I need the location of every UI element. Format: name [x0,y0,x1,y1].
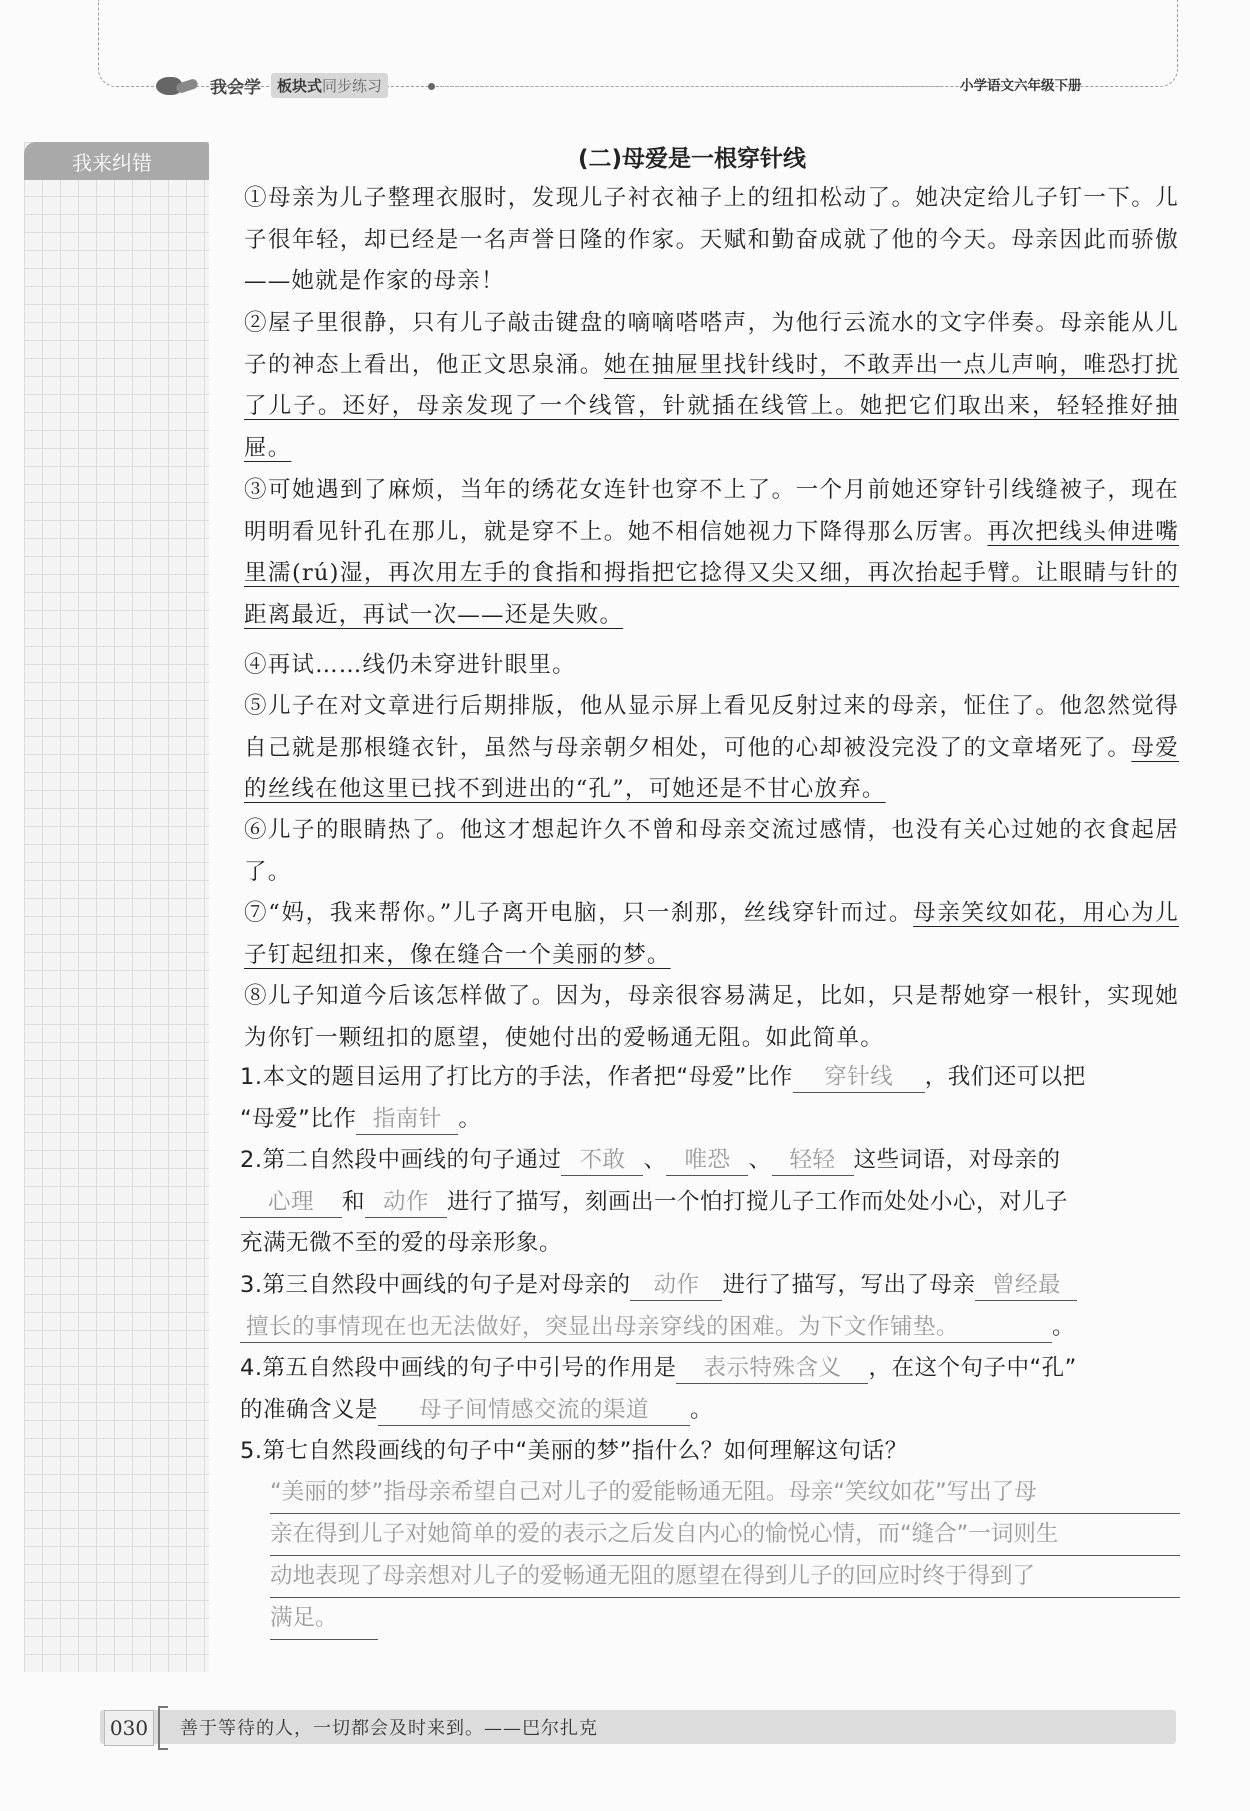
paragraph-7-underlined: 母亲笑纹如花，用心为儿子钉起纽扣来，像在缝合一个美丽的梦。 [244,900,1179,968]
paragraph-7-text: ⑦“妈，我来帮你。”儿子离开电脑，只一刹那，丝线穿针而过。 [244,900,914,926]
question-2-text: 充满无微不至的爱的母亲形象。 [240,1230,563,1256]
question-2-text: 2.第二自然段中画线的句子通过 [240,1147,562,1173]
answer-line: “美丽的梦”指母亲希望自己对儿子的爱能畅通无阻。母亲“笑纹如花”写出了母 [270,1472,1180,1514]
brand-box [271,73,388,98]
answer-line: 动地表现了母亲想对儿子的爱畅通无阻的愿望在得到儿子的回应时终于得到了 [270,1556,1180,1598]
question-3-text: 进行了描写，写出了母亲 [722,1272,976,1298]
question-5-answer[interactable] [270,1472,1180,1655]
brand-box-light: 同步练习 [322,76,383,95]
paragraph-4: ④再试……线仍未穿进针眼里。 [244,652,576,678]
question-4-text: ，在这个句子中“孔” [868,1355,1077,1381]
question-1-text: “母爱”比作 [240,1105,357,1132]
header-divider [440,86,940,87]
question-3-text: 。 [1052,1313,1076,1340]
question-3 [240,1265,1180,1348]
answer-blank[interactable]: 唯恐 [666,1145,748,1176]
question-2 [240,1140,1180,1265]
question-4-text: 的准确含义是 [240,1396,379,1423]
sidebar-tab: 我来纠错 [24,142,209,180]
paragraph-8: ⑧儿子知道今后该怎样做了。因为，母亲很容易满足，比如，只是帮她穿一根针，实现她为你钉一颗纽扣的愿望，使她付出的爱畅通无阻。如此简单。 [244,983,1179,1051]
answer-blank[interactable]: 指南针 [356,1104,458,1135]
footer-quote: 善于等待的人，一切都会及时来到。——巴尔扎克 [180,1718,598,1739]
question-4-text: 。 [690,1396,714,1423]
answer-blank[interactable]: 不敢 [561,1145,643,1176]
passage-title: (二)母爱是一根穿针线 [578,146,807,172]
paragraph-2-text: ②屋子里很静，只有儿子敲击键盘的嘀嘀嗒嗒声，为他行云流水的文字伴奏。母亲能从儿子的神态上看出，他正文思泉涌。 [244,310,1179,378]
question-2-text: 这些词语，对母亲的 [853,1147,1061,1173]
answer-blank[interactable]: 动作 [630,1270,722,1301]
page-number: 030 [104,1710,154,1746]
question-3-text: 3.第三自然段中画线的句子是对母亲的 [240,1272,631,1298]
question-1-text: ，我们还可以把 [924,1064,1086,1090]
question-1-text: 。 [458,1105,482,1132]
bracket-icon [158,1706,168,1750]
answer-blank[interactable]: 轻轻 [772,1145,854,1176]
question-2-text: 和 [342,1188,366,1215]
question-4 [240,1348,1180,1431]
answer-blank[interactable]: 动作 [365,1187,447,1218]
paragraph-3-text: ③可她遇到了麻烦，当年的绣花女连针也穿不上了。一个月前她还穿针引线缝被子，现在明明看见针孔在那儿，就是穿不上。她不相信她视力下降得那么厉害。 [244,477,1179,545]
megaphone-icon [150,71,204,99]
paragraph-3 [244,470,1179,636]
paragraph-5-underlined: 母爱的丝线在他这里已找不到进出的“孔”，可她还是不甘心放弃。 [244,734,1179,802]
answer-blank[interactable]: 擅长的事情现在也无法做好，突显出母亲穿线的困难。为下文作铺垫。 [240,1312,1052,1343]
question-1 [240,1057,1180,1140]
paragraph-2-underlined: 她在抽屉里找针线时，不敢弄出一点儿声响，唯恐打扰了儿子。还好，母亲发现了一个线管，针就插在线管上。她把它们取出来，轻轻推好抽屉。 [244,351,1179,461]
answer-blank[interactable]: 表示特殊含义 [676,1353,868,1384]
notes-grid-column [24,142,209,1672]
paragraph-6: ⑥儿子的眼睛热了。他这才想起许久不曾和母亲交流过感情，也没有关心过她的衣食起居了。 [244,817,1179,885]
answer-blank[interactable]: 母子间情感交流的渠道 [378,1395,690,1426]
paragraph-7 [244,893,1179,976]
answer-blank[interactable]: 曾经最 [975,1270,1077,1301]
answer-line: 亲在得到儿子对她简单的爱的表示之后发自内心的愉悦心情，而“缝合”一词则生 [270,1514,1180,1556]
question-1-text: 1.本文的题目运用了打比方的手法，作者把“母爱”比作 [240,1064,793,1090]
question-2-text: 进行了描写，刻画出一个怕打搅儿子工作而处处小心，对儿子 [447,1188,1069,1215]
header [150,70,388,100]
question-4-text: 4.第五自然段中画线的句子中引号的作用是 [240,1355,677,1381]
paragraph-3-underlined: 再次把线头伸进嘴里濡(rú)湿，再次用左手的食指和拇指把它捻得又尖又细，再次抬起手臂。让眼睛与针的距离最近，再试一次——还是失败。 [244,518,1179,628]
book-title: 小学语文六年级下册 [960,78,1082,94]
answer-line: 满足。 [270,1598,378,1640]
brand-box-bold: 板块式 [277,76,323,95]
separator: 、 [748,1147,772,1173]
separator: 、 [643,1147,667,1173]
brand-name: 我会学 [210,77,261,98]
question-5: 5.第七自然段画线的句子中“美丽的梦”指什么？如何理解这句话？ [240,1438,908,1464]
paragraph-5 [244,686,1179,811]
paragraph-1: ①母亲为儿子整理衣服时，发现儿子衬衣袖子上的纽扣松动了。她决定给儿子钉一下。儿子很年轻，却已经是一名声誉日隆的作家。天赋和勤奋成就了他的今天。母亲因此而骄傲——她就是作家的母亲！ [244,185,1179,294]
paragraph-2 [244,303,1179,469]
answer-blank[interactable]: 穿针线 [793,1062,925,1093]
paragraph-5-text: ⑤儿子在对文章进行后期排版，他从显示屏上看见反射过来的母亲，怔住了。他忽然觉得自己就是那根缝衣针，虽然与母亲朝夕相处，可他的心却被没完没了的文章堵死了。 [244,693,1179,761]
answer-blank[interactable]: 心理 [240,1187,342,1218]
header-dot [428,83,435,90]
